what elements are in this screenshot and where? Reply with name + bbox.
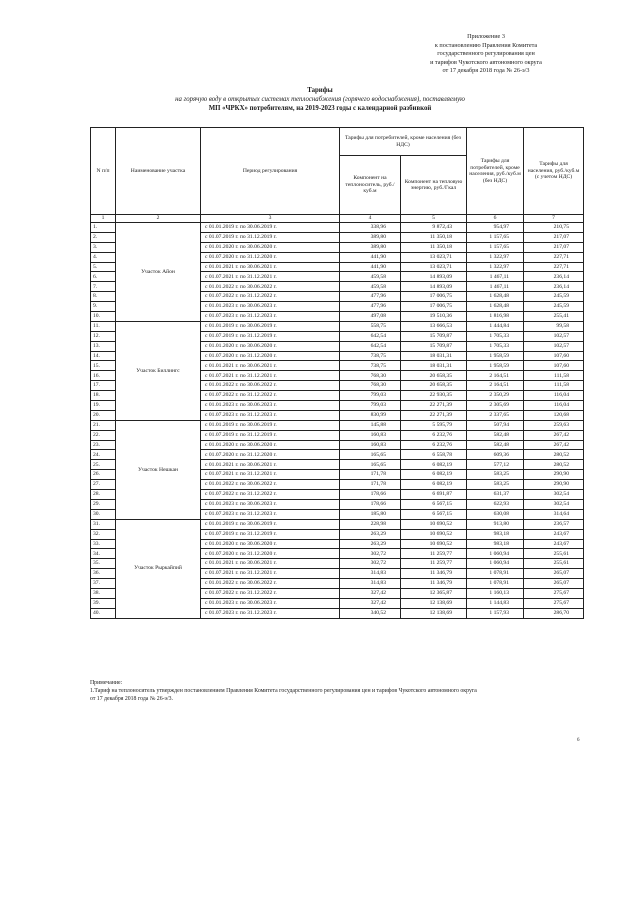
cell-pop-vat: 107,60: [524, 361, 584, 371]
cell-pop-novat: 507,94: [467, 420, 524, 430]
cell-period: с 01.01.2019 г. по 30.06.2019 г.: [201, 519, 340, 529]
cell-pop-novat: 1 060,94: [467, 549, 524, 559]
cell-period: с 01.01.2020 г. по 30.06.2020 г.: [201, 242, 340, 252]
title-line: Тарифы: [307, 87, 333, 94]
cell-comp-heat-carrier: 642,54: [340, 331, 401, 341]
cell-comp-heat-carrier: 302,72: [340, 549, 401, 559]
cell-comp-heat-energy: 6 567,15: [401, 499, 467, 509]
cell-pop-vat: 111,58: [524, 381, 584, 391]
cell-pop-vat: 280,52: [524, 450, 584, 460]
cell-period: с 01.07.2023 г. по 31.12.2023 г.: [201, 312, 340, 322]
cell-num: 37.: [91, 579, 116, 589]
col-number: 1: [91, 215, 116, 223]
appendix-note: [401, 33, 571, 76]
cell-comp-heat-carrier: 389,80: [340, 242, 401, 252]
title-line: на горячую воду в открытых системах теплоснабжения (горячего водоснабжения), поставляемую: [175, 96, 465, 103]
cell-pop-novat: 983,18: [467, 529, 524, 539]
cell-period: с 01.01.2023 г. по 30.06.2023 г.: [201, 302, 340, 312]
cell-period: с 01.01.2021 г. по 30.06.2021 г.: [201, 460, 340, 470]
cell-pop-vat: 255,61: [524, 559, 584, 569]
cell-pop-novat: 1 444,84: [467, 321, 524, 331]
col-number: 2: [116, 215, 201, 223]
cell-period: с 01.01.2019 г. по 30.06.2019 г.: [201, 321, 340, 331]
cell-num: 6.: [91, 272, 116, 282]
cell-period: с 01.01.2020 г. по 30.06.2020 г.: [201, 440, 340, 450]
cell-comp-heat-carrier: 327,42: [340, 588, 401, 598]
cell-comp-heat-energy: 10 690,52: [401, 529, 467, 539]
cell-comp-heat-carrier: 263,29: [340, 539, 401, 549]
cell-comp-heat-energy: 20 658,35: [401, 381, 467, 391]
cell-pop-vat: 107,60: [524, 351, 584, 361]
cell-comp-heat-carrier: 314,83: [340, 579, 401, 589]
appendix-line: от 17 декабря 2018 года № 26-э/3: [442, 67, 530, 74]
cell-pop-vat: 217,07: [524, 242, 584, 252]
cell-comp-heat-energy: 11 259,77: [401, 559, 467, 569]
cell-pop-novat: 622,93: [467, 499, 524, 509]
cell-pop-vat: 217,07: [524, 232, 584, 242]
cell-comp-heat-carrier: 738,75: [340, 361, 401, 371]
cell-pop-novat: 2 164,51: [467, 371, 524, 381]
cell-period: с 01.01.2023 г. по 30.06.2023 г.: [201, 401, 340, 411]
table-body: [91, 223, 584, 619]
cell-period: с 01.07.2022 г. по 31.12.2022 г.: [201, 391, 340, 401]
cell-comp-heat-carrier: 185,80: [340, 509, 401, 519]
cell-num: 14.: [91, 351, 116, 361]
cell-pop-vat: 236,14: [524, 272, 584, 282]
cell-pop-novat: 609,36: [467, 450, 524, 460]
appendix-line: и тарифов Чукотского автономного округа: [430, 58, 542, 66]
cell-pop-novat: 954,97: [467, 223, 524, 233]
header-group: Тарифы для потребителей, кроме населения (без НДС): [340, 128, 467, 156]
cell-comp-heat-energy: 15 709,87: [401, 331, 467, 341]
cell-comp-heat-carrier: 768,30: [340, 381, 401, 391]
cell-pop-novat: 631,37: [467, 490, 524, 500]
cell-pop-vat: 275,67: [524, 588, 584, 598]
cell-comp-heat-energy: 10 690,52: [401, 539, 467, 549]
cell-pop-novat: 2 350,29: [467, 391, 524, 401]
cell-pop-vat: 210,75: [524, 223, 584, 233]
cell-pop-vat: 265,07: [524, 569, 584, 579]
cell-period: с 01.01.2019 г. по 30.06.2019 г.: [201, 420, 340, 430]
cell-comp-heat-energy: 5 595,79: [401, 420, 467, 430]
cell-pop-vat: 116,04: [524, 391, 584, 401]
cell-comp-heat-energy: 14 893,09: [401, 282, 467, 292]
cell-num: 4.: [91, 252, 116, 262]
header-pop-vat: Тарифы для населения, руб./куб.м (с учетом НДС): [524, 128, 584, 215]
header-comp-heat-energy: Компонент на тепловую энергию, руб./Гкал: [401, 156, 467, 215]
cell-pop-novat: 2 337,65: [467, 410, 524, 420]
table-row: [91, 223, 584, 233]
cell-pop-novat: 1 078,91: [467, 569, 524, 579]
cell-pop-vat: 259,63: [524, 420, 584, 430]
cell-pop-novat: 1 816,98: [467, 312, 524, 322]
cell-pop-vat: 243,67: [524, 529, 584, 539]
cell-comp-heat-energy: 15 709,87: [401, 341, 467, 351]
cell-pop-novat: 583,25: [467, 480, 524, 490]
header-num: N п/п: [91, 128, 116, 215]
header-period: Период регулирования: [201, 128, 340, 215]
header-pop-novat: Тарифы для потребителей, кроме населения, руб./куб.м (без НДС): [467, 128, 524, 215]
cell-comp-heat-carrier: 477,96: [340, 302, 401, 312]
cell-comp-heat-carrier: 228,98: [340, 519, 401, 529]
cell-period: с 01.07.2021 г. по 31.12.2021 г.: [201, 272, 340, 282]
cell-pop-novat: 1 628,48: [467, 302, 524, 312]
cell-comp-heat-carrier: 459,58: [340, 272, 401, 282]
cell-comp-heat-energy: 11 346,79: [401, 569, 467, 579]
cell-comp-heat-carrier: 558,75: [340, 321, 401, 331]
cell-pop-novat: 1 467,11: [467, 272, 524, 282]
cell-period: с 01.01.2021 г. по 30.06.2021 г.: [201, 361, 340, 371]
table-row: [91, 519, 584, 529]
cell-comp-heat-energy: 11 259,77: [401, 549, 467, 559]
cell-comp-heat-carrier: 477,96: [340, 292, 401, 302]
cell-num: 40.: [91, 608, 116, 618]
cell-num: 18.: [91, 391, 116, 401]
cell-num: 26.: [91, 470, 116, 480]
cell-pop-vat: 255,41: [524, 312, 584, 322]
cell-pop-novat: 1 705,33: [467, 341, 524, 351]
cell-comp-heat-energy: 20 658,35: [401, 371, 467, 381]
cell-comp-heat-energy: 22 271,39: [401, 401, 467, 411]
appendix-line: к постановлению Правления Комитета: [434, 41, 538, 49]
col-number: 4: [340, 215, 401, 223]
cell-pop-vat: 243,67: [524, 539, 584, 549]
cell-pop-novat: 630,08: [467, 509, 524, 519]
cell-num: 11.: [91, 321, 116, 331]
cell-num: 16.: [91, 371, 116, 381]
cell-comp-heat-energy: 11 346,79: [401, 579, 467, 589]
cell-comp-heat-carrier: 497,08: [340, 312, 401, 322]
cell-num: 28.: [91, 490, 116, 500]
cell-num: 9.: [91, 302, 116, 312]
cell-num: 31.: [91, 519, 116, 529]
cell-area: Участок Рыркайпий: [116, 519, 201, 618]
cell-pop-novat: 1 467,11: [467, 282, 524, 292]
cell-comp-heat-carrier: 738,75: [340, 351, 401, 361]
cell-pop-novat: 1 060,94: [467, 559, 524, 569]
cell-comp-heat-energy: 6 558,78: [401, 450, 467, 460]
cell-comp-heat-energy: 6 082,19: [401, 470, 467, 480]
cell-comp-heat-energy: 17 006,75: [401, 292, 467, 302]
cell-num: 22.: [91, 430, 116, 440]
cell-pop-vat: 99,58: [524, 321, 584, 331]
cell-pop-vat: 236,14: [524, 282, 584, 292]
cell-num: 13.: [91, 341, 116, 351]
cell-comp-heat-energy: 6 232,76: [401, 440, 467, 450]
cell-comp-heat-carrier: 145,88: [340, 420, 401, 430]
cell-period: с 01.07.2019 г. по 31.12.2019 г.: [201, 430, 340, 440]
cell-pop-vat: 267,42: [524, 440, 584, 450]
cell-comp-heat-carrier: 314,83: [340, 569, 401, 579]
cell-area: Участок Нешкан: [116, 420, 201, 519]
cell-comp-heat-carrier: 642,54: [340, 341, 401, 351]
cell-comp-heat-carrier: 178,66: [340, 490, 401, 500]
cell-comp-heat-energy: 6 082,19: [401, 460, 467, 470]
cell-num: 24.: [91, 450, 116, 460]
cell-period: с 01.07.2022 г. по 31.12.2022 г.: [201, 292, 340, 302]
cell-pop-vat: 227,71: [524, 252, 584, 262]
cell-pop-novat: 1 078,91: [467, 579, 524, 589]
cell-comp-heat-energy: 12 138,69: [401, 598, 467, 608]
cell-comp-heat-carrier: 338,96: [340, 223, 401, 233]
cell-comp-heat-carrier: 768,30: [340, 371, 401, 381]
cell-pop-novat: 1 157,93: [467, 608, 524, 618]
cell-comp-heat-energy: 13 023,71: [401, 262, 467, 272]
cell-comp-heat-carrier: 171,78: [340, 480, 401, 490]
cell-comp-heat-energy: 9 872,43: [401, 223, 467, 233]
cell-pop-novat: 2 305,69: [467, 401, 524, 411]
cell-period: с 01.01.2021 г. по 30.06.2021 г.: [201, 559, 340, 569]
cell-pop-novat: 1 322,97: [467, 262, 524, 272]
cell-pop-vat: 245,59: [524, 302, 584, 312]
cell-period: с 01.07.2023 г. по 31.12.2023 г.: [201, 509, 340, 519]
cell-pop-novat: 577,12: [467, 460, 524, 470]
cell-comp-heat-carrier: 165,65: [340, 450, 401, 460]
col-number: 5: [401, 215, 467, 223]
cell-pop-vat: 302,54: [524, 499, 584, 509]
cell-comp-heat-carrier: 178,66: [340, 499, 401, 509]
col-number: 6: [467, 215, 524, 223]
notes: [90, 679, 590, 703]
cell-num: 30.: [91, 509, 116, 519]
notes-heading: Примечание:: [90, 680, 123, 686]
notes-line: от 17 декабря 2018 года № 26-э/3.: [90, 696, 173, 702]
cell-pop-vat: 290,90: [524, 480, 584, 490]
title-line: МП «ЧРКХ» потребителям, на 2019-2023 годы с календарной разбивкой: [208, 105, 432, 112]
document-title: [120, 86, 520, 113]
tariff-table: [90, 127, 584, 619]
cell-pop-novat: 583,25: [467, 470, 524, 480]
cell-pop-vat: 290,90: [524, 470, 584, 480]
cell-pop-vat: 236,57: [524, 519, 584, 529]
cell-comp-heat-carrier: 302,72: [340, 559, 401, 569]
cell-pop-novat: 913,80: [467, 519, 524, 529]
cell-pop-novat: 1 628,48: [467, 292, 524, 302]
cell-comp-heat-energy: 11 350,18: [401, 232, 467, 242]
cell-period: с 01.07.2023 г. по 31.12.2023 г.: [201, 608, 340, 618]
cell-period: с 01.07.2020 г. по 31.12.2020 г.: [201, 252, 340, 262]
cell-pop-novat: 1 160,13: [467, 588, 524, 598]
cell-period: с 01.07.2019 г. по 31.12.2019 г.: [201, 232, 340, 242]
cell-pop-novat: 582,48: [467, 440, 524, 450]
cell-period: с 01.01.2021 г. по 30.06.2021 г.: [201, 262, 340, 272]
cell-period: с 01.07.2021 г. по 31.12.2021 г.: [201, 371, 340, 381]
cell-num: 12.: [91, 331, 116, 341]
cell-comp-heat-carrier: 799,03: [340, 391, 401, 401]
cell-comp-heat-carrier: 160,83: [340, 440, 401, 450]
cell-comp-heat-carrier: 441,90: [340, 262, 401, 272]
cell-num: 7.: [91, 282, 116, 292]
cell-period: с 01.01.2022 г. по 30.06.2022 г.: [201, 579, 340, 589]
cell-period: с 01.07.2022 г. по 31.12.2022 г.: [201, 490, 340, 500]
cell-pop-novat: 2 164,51: [467, 381, 524, 391]
cell-comp-heat-carrier: 459,58: [340, 282, 401, 292]
cell-num: 21.: [91, 420, 116, 430]
cell-num: 25.: [91, 460, 116, 470]
cell-comp-heat-energy: 22 930,35: [401, 391, 467, 401]
cell-comp-heat-carrier: 441,90: [340, 252, 401, 262]
cell-pop-vat: 302,54: [524, 490, 584, 500]
cell-pop-vat: 255,61: [524, 549, 584, 559]
cell-period: с 01.07.2021 г. по 31.12.2021 г.: [201, 470, 340, 480]
cell-period: с 01.07.2020 г. по 31.12.2020 г.: [201, 450, 340, 460]
cell-comp-heat-energy: 17 006,75: [401, 302, 467, 312]
cell-comp-heat-carrier: 327,42: [340, 598, 401, 608]
cell-period: с 01.07.2021 г. по 31.12.2021 г.: [201, 569, 340, 579]
cell-period: с 01.07.2019 г. по 31.12.2019 г.: [201, 331, 340, 341]
cell-pop-novat: 582,48: [467, 430, 524, 440]
header-area: Наименование участка: [116, 128, 201, 215]
cell-period: с 01.07.2019 г. по 31.12.2019 г.: [201, 529, 340, 539]
cell-num: 5.: [91, 262, 116, 272]
cell-area: Участок Биллингс: [116, 321, 201, 420]
cell-num: 38.: [91, 588, 116, 598]
cell-num: 17.: [91, 381, 116, 391]
cell-num: 10.: [91, 312, 116, 322]
cell-pop-novat: 1 705,33: [467, 331, 524, 341]
cell-num: 8.: [91, 292, 116, 302]
cell-pop-vat: 245,59: [524, 292, 584, 302]
cell-num: 32.: [91, 529, 116, 539]
cell-pop-novat: 1 322,97: [467, 252, 524, 262]
cell-comp-heat-energy: 19 510,36: [401, 312, 467, 322]
cell-period: с 01.07.2022 г. по 31.12.2022 г.: [201, 588, 340, 598]
cell-period: с 01.01.2020 г. по 30.06.2020 г.: [201, 539, 340, 549]
cell-comp-heat-energy: 6 082,19: [401, 480, 467, 490]
cell-pop-vat: 275,67: [524, 598, 584, 608]
cell-num: 33.: [91, 539, 116, 549]
cell-pop-novat: 1 958,59: [467, 361, 524, 371]
col-number: 7: [524, 215, 584, 223]
cell-num: 29.: [91, 499, 116, 509]
cell-pop-novat: 1 144,83: [467, 598, 524, 608]
cell-pop-novat: 1 157,65: [467, 232, 524, 242]
cell-comp-heat-energy: 12 365,87: [401, 588, 467, 598]
cell-comp-heat-energy: 13 023,71: [401, 252, 467, 262]
cell-comp-heat-energy: 22 271,39: [401, 410, 467, 420]
cell-num: 19.: [91, 401, 116, 411]
cell-period: с 01.07.2020 г. по 31.12.2020 г.: [201, 549, 340, 559]
cell-period: с 01.01.2023 г. по 30.06.2023 г.: [201, 499, 340, 509]
cell-period: с 01.01.2023 г. по 30.06.2023 г.: [201, 598, 340, 608]
cell-comp-heat-energy: 18 031,31: [401, 361, 467, 371]
cell-num: 1.: [91, 223, 116, 233]
cell-pop-vat: 116,04: [524, 401, 584, 411]
cell-comp-heat-energy: 6 567,15: [401, 509, 467, 519]
cell-comp-heat-energy: 10 690,52: [401, 519, 467, 529]
cell-num: 36.: [91, 569, 116, 579]
cell-comp-heat-carrier: 799,03: [340, 401, 401, 411]
col-number: 3: [201, 215, 340, 223]
cell-comp-heat-energy: 18 031,31: [401, 351, 467, 361]
cell-pop-vat: 111,58: [524, 371, 584, 381]
cell-period: с 01.01.2022 г. по 30.06.2022 г.: [201, 480, 340, 490]
cell-comp-heat-energy: 14 893,09: [401, 272, 467, 282]
cell-period: с 01.07.2023 г. по 31.12.2023 г.: [201, 410, 340, 420]
cell-comp-heat-energy: 6 691,87: [401, 490, 467, 500]
cell-comp-heat-energy: 12 138,69: [401, 608, 467, 618]
cell-period: с 01.07.2020 г. по 31.12.2020 г.: [201, 351, 340, 361]
cell-area: Участок Айон: [116, 223, 201, 322]
cell-pop-vat: 120,68: [524, 410, 584, 420]
cell-pop-novat: 983,18: [467, 539, 524, 549]
cell-num: 35.: [91, 559, 116, 569]
table-row: [91, 420, 584, 430]
cell-num: 3.: [91, 242, 116, 252]
cell-comp-heat-carrier: 165,65: [340, 460, 401, 470]
cell-comp-heat-carrier: 830,99: [340, 410, 401, 420]
cell-comp-heat-carrier: 160,83: [340, 430, 401, 440]
cell-num: 20.: [91, 410, 116, 420]
cell-pop-vat: 280,52: [524, 460, 584, 470]
cell-pop-vat: 265,07: [524, 579, 584, 589]
cell-comp-heat-carrier: 171,78: [340, 470, 401, 480]
page-mark: 6: [577, 738, 580, 743]
cell-num: 15.: [91, 361, 116, 371]
cell-period: с 01.01.2020 г. по 30.06.2020 г.: [201, 341, 340, 351]
cell-num: 27.: [91, 480, 116, 490]
cell-period: с 01.01.2022 г. по 30.06.2022 г.: [201, 282, 340, 292]
cell-pop-novat: 1 157,65: [467, 242, 524, 252]
header-comp-heat-carrier: Компонент на теплоноситель, руб./куб.м: [340, 156, 401, 215]
cell-num: 34.: [91, 549, 116, 559]
cell-comp-heat-carrier: 389,80: [340, 232, 401, 242]
cell-pop-vat: 267,42: [524, 430, 584, 440]
appendix-line: Приложение 3: [467, 33, 505, 40]
cell-period: с 01.01.2019 г. по 30.06.2019 г.: [201, 223, 340, 233]
cell-pop-vat: 102,57: [524, 331, 584, 341]
cell-pop-vat: 314,64: [524, 509, 584, 519]
cell-comp-heat-carrier: 340,52: [340, 608, 401, 618]
notes-line: 1.Тариф на теплоноситель утвержден постановлением Правления Комитета государственного регулирования цен и тарифов Чукотского автономного округа: [90, 688, 477, 694]
cell-comp-heat-energy: 6 232,76: [401, 430, 467, 440]
table-row: [91, 321, 584, 331]
cell-pop-vat: 286,70: [524, 608, 584, 618]
cell-comp-heat-carrier: 263,29: [340, 529, 401, 539]
cell-pop-vat: 102,57: [524, 341, 584, 351]
cell-pop-novat: 1 958,59: [467, 351, 524, 361]
cell-num: 23.: [91, 440, 116, 450]
cell-comp-heat-energy: 13 666,53: [401, 321, 467, 331]
cell-num: 39.: [91, 598, 116, 608]
cell-period: с 01.01.2022 г. по 30.06.2022 г.: [201, 381, 340, 391]
appendix-line: государственного регулирования цен: [437, 50, 535, 57]
cell-num: 2.: [91, 232, 116, 242]
cell-pop-vat: 227,71: [524, 262, 584, 272]
cell-comp-heat-energy: 11 350,18: [401, 242, 467, 252]
